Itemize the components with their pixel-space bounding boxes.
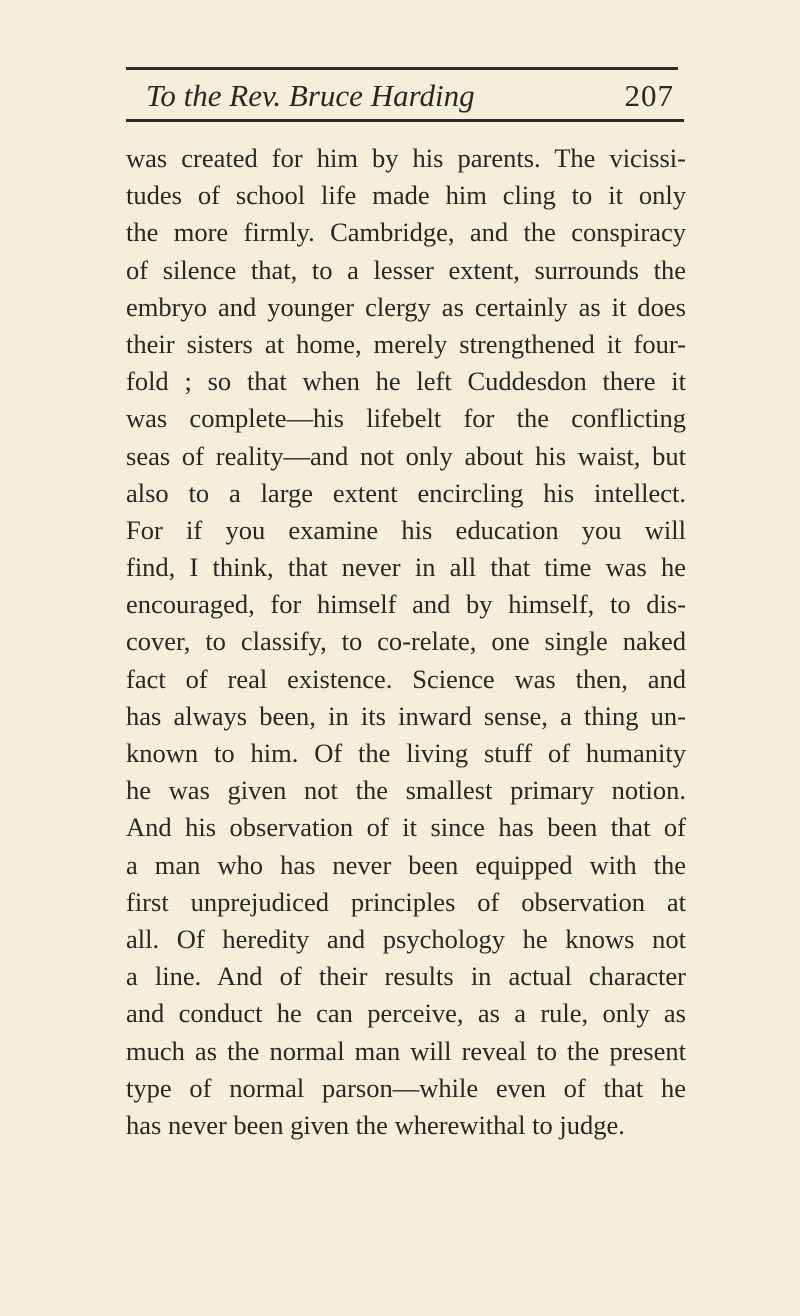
- text-line: type of normal parson—while even of that he: [126, 1072, 686, 1103]
- running-title: To the Rev. Bruce Harding: [146, 78, 475, 113]
- text-line: fold ; so that when he left Cuddesdon there it: [126, 366, 686, 397]
- text-line: was created for him by his parents. The vicissi-: [126, 143, 686, 173]
- text-line: seas of reality—and not only about his waist, but: [126, 440, 686, 471]
- text-line: known to him. Of the living stuff of humanity: [126, 738, 686, 768]
- text-line: all. Of heredity and psychology he knows not: [126, 923, 686, 954]
- page-number: 207: [624, 78, 674, 113]
- text-line: has always been, in its inward sense, a thing un-: [126, 700, 686, 731]
- text-line: and conduct he can perceive, as a rule, only as: [126, 998, 686, 1029]
- text-line: much as the normal man will reveal to the present: [126, 1035, 686, 1066]
- text-line: their sisters at home, merely strengthened it four-: [126, 328, 686, 359]
- text-line: encouraged, for himself and by himself, to dis-: [126, 589, 686, 620]
- text-line: find, I think, that never in all that time was he: [126, 552, 686, 583]
- running-head: [146, 74, 678, 118]
- text-line: For if you examine his education you will: [126, 514, 686, 545]
- text-line: of silence that, to a lesser extent, surrounds the: [126, 254, 686, 285]
- text-line: also to a large extent encircling his intellect.: [126, 477, 686, 508]
- text-line: tudes of school life made him cling to it only: [126, 180, 686, 211]
- text-line: embryo and younger clergy as certainly as it does: [126, 291, 686, 322]
- text-line: was complete—his lifebelt for the conflicting: [126, 403, 686, 434]
- text-line: a line. And of their results in actual character: [126, 961, 686, 992]
- text-line: has never been given the wherewithal to judge.: [126, 1109, 625, 1140]
- text-line: he was given not the smallest primary notion.: [126, 775, 686, 806]
- text-line: first unprejudiced principles of observation at: [126, 886, 686, 917]
- text-line: the more firmly. Cambridge, and the conspiracy: [126, 217, 686, 248]
- body-text: [126, 140, 686, 1144]
- text-line: cover, to classify, to co-relate, one single naked: [126, 626, 686, 657]
- text-line: a man who has never been equipped with the: [126, 849, 686, 880]
- text-line: And his observation of it since has been that of: [126, 812, 686, 843]
- header-rule-top: [126, 67, 678, 70]
- text-line: fact of real existence. Science was then, and: [126, 663, 686, 694]
- header-rule-bottom: [126, 119, 684, 122]
